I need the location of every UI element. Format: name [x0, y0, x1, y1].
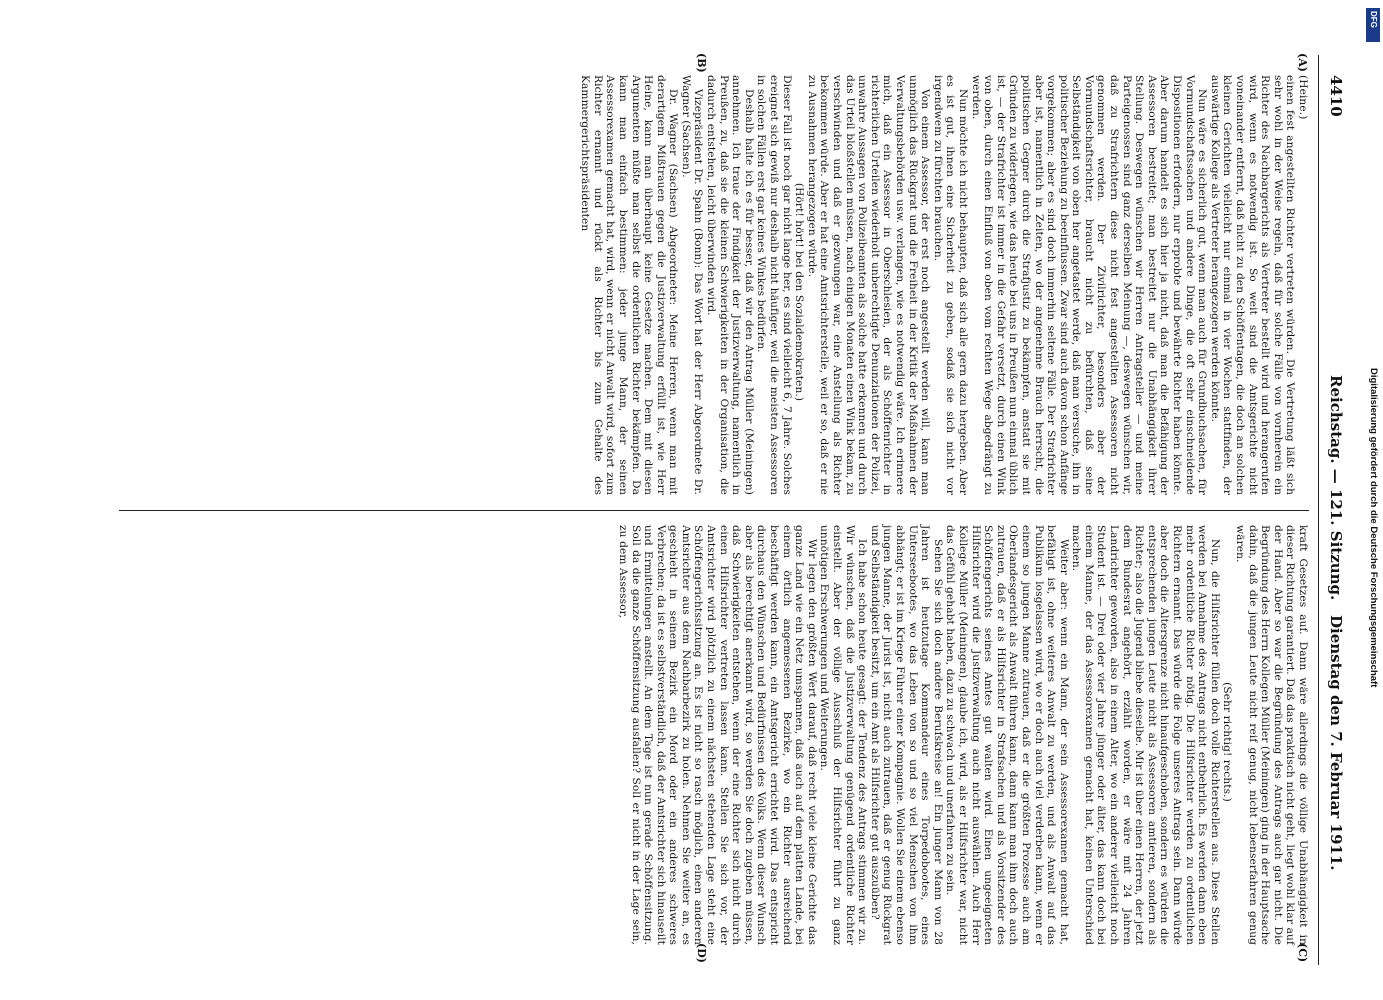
- column-divider: [119, 510, 1309, 511]
- header-rule: [1318, 55, 1319, 965]
- margin-mark-c: (C): [1296, 943, 1309, 963]
- margin-mark-a: (A): [1296, 53, 1309, 72]
- paragraph: einen fest angestellten Richter vertreten würden. Die Vertretung läßt sich sehr wohl in der Weise regeln, daß für solche Fälle von vornherein ein Richter des Nachbargerichts als Vertreter bestellt wird und herangerufen wird, wenn es notwendig ist. So weit sind die Amtsgerichte nicht voneinander entfernt, daß nicht zu den Schöffentagen, die doch an solchen kleinen Gerichten vielleicht nur einmal in vier Wochen stattfinden, der auswärtige Kollege als Vertreter herangezogen werden könnte.: [1208, 75, 1297, 495]
- paragraph: Nun wäre es sicherlich gut, wenn man auch für Grundbuchsachen, für Vormundschaftssachen und andere Dinge, die oft sehr einschneidende Dispositionen erfordern, nur erprobte und bewährte Richter haben könnte. Aber darum handelt es sich hier ja nicht, daß man die Befähigung der Assessoren bestreitet; man bestreitet nur die Unabhängigkeit ihrer Stellung. Deswegen wünschen wir Herren Antragsteller — und meine Parteigenossen sind ganz derselben Meinung —, deswegen wünschen wir, daß zu Strafrichtern diese nicht fest angestellten Assessoren nicht genommen werden. Der Zivilrichter, besonders aber der Vormundschaftsrichter, braucht nicht zu befürchten, daß seine Selbständigkeit von oben her angetastet werde, daß man versuche, ihn in politischer Beziehung zu beeinflussen. Zwar sind auch davon schon Anfänge vorgekommen; aber es sind doch immerhin seltene Fälle. Der Strafrichter aber ist, namentlich in Zeiten, wo der angenehme Brauch herrscht, die politischen Gegner durch die Strafjustiz zu bekämpfen, anstatt sie mit Gründen zu widerlegen, wie das heute bei uns in Preußen nun einmal üblich ist, — der Strafrichter ist immer in die Gefahr versetzt, durch einen Wink von oben, durch einen Einfluß von oben vom rechten Wege abgedrängt zu werden.: [969, 75, 1209, 495]
- page-header: [1319, 55, 1353, 965]
- paragraph: Nun möchte ich nicht behaupten, daß sich alle gern dazu hergeben. Aber es ist gut, ihnen eine Sicherheit zu geben, sodaß sie sich nicht vor irgendwem zu fürchten brauchen.: [931, 75, 969, 495]
- rotated-page-content: [83, 55, 1353, 965]
- paragraph: Sehen Sie sich doch andere Berufskreise an! Ein junger Mann von 28 Jahren ist heutzutage Kommandeur eines Torpedobootes, eines Unterseebootes, wo das Leben von so und so viel Menschen von ihm abhängt; er ist im Kriege Führer einer Kompagnie. Wollen Sie einem ebenso jungen Manne, der Jurist ist, nicht auch zutrauen, daß er genug Rückgrat und Selbständigkeit besitzt, um ein Amt als Hilfsrichter gut auszuüben?: [868, 525, 944, 945]
- session-date: Dienstag den 7. Februar 1911.: [1327, 615, 1345, 871]
- digitization-credit: Digitalisierung gefördert durch die Deutsche Forschungsgemeinschaft: [1368, 368, 1379, 688]
- speaker-tag: (Heine.): [1297, 75, 1309, 120]
- speaker-announcement: Vizepräsident Dr. Spahn (Bonn): Das Wort hat der Herr Abgeordnete Dr. Wagner (Sachsen).: [679, 75, 705, 495]
- text-column-right: [616, 525, 1309, 945]
- text-column-left: [579, 75, 1309, 495]
- paragraph: Ich habe schon heute gesagt: der Tendenz des Antrags stimmen wir zu. Wir wünschen, daß die Justizverwaltung genügend ordentliche Richter einstellt. Aber der völlige Ausschluß der Hilfsrichter führt zu ganz unnötigen Erschwerungen und Weiterungen.: [818, 525, 869, 945]
- speech-opening: Dr. Wagner (Sachsen) Abgeordneter: Meine Herren, wenn man mit derartigem Mißtrauen gegen die Justizverwaltung erfüllt ist, wie Herr Heine, kann man überhaupt keine Gesetze machen. Dem mit diesen Argumenten müßte man selbst die ordentlichen Richter bekämpfen. Da kann man einfach bestimmen: jeder junge Mann, der seinen Assessorexamen gemacht hat, wird, wenn er nicht Anwalt wird, sofort zum Richter ernannt und rückt als Richter bis zum Gehalte des Kammergerichtspräsidenten: [579, 75, 680, 495]
- margin-mark-b: (B): [695, 53, 708, 73]
- page-number: 4410: [1327, 75, 1345, 117]
- session-title: Reichstag. — 121. Sitzung.: [1327, 375, 1345, 601]
- interjection: (Sehr richtig! rechts.): [1221, 682, 1234, 802]
- paragraph: Weiter aber: wenn ein Mann, der sein Assessorexamen gemacht hat, befähigt ist, ohne weiteres Anwalt zu werden, und als Anwalt auf das Publikum losgelassen wird, wo er doch auch viel verderben kann, wenn er einem so jungen Manne zutrauen, daß er die größten Prozesse auch am Oberlandesgericht als Anwalt führen kann, dann kann man ihm doch auch zutrauen, daß er als Hilfsrichter in Strafsachen und als Vorsitzender des Schöffengerichts seines Amtes gut walten wird. Einen ungeeigneten Hilfsrichter wird die Justizverwaltung auch nicht auswählen. Auch Herr Kollege Müller (Meiningen), glaube ich, wird, als er Hilfsrichter war, nicht das Gefühl gehabt haben, dazu zu schwach und unerfahren zu sein.: [944, 525, 1070, 945]
- paragraph: Wir legen den größten Wert darauf, daß recht viele kleine Gerichte das ganze Land wie ein Netz umspannen, daß auch auf dem platten Lande, bei einem örtlich angemessenen Bezirke, wo ein Richter ausreichend beschäftigt werden kann, ein Amtsgericht errichtet wird. Das entspricht durchaus den Wünschen und Bedürfnissen des Volks. Wenn dieser Wunsch aber als berechtigt anerkannt wird, so werden Sie doch zugeben müssen, daß Schwierigkeiten entstehen, wenn der eine Richter sich nicht durch einen Hilfsrichter vertreten lassen kann. Stellen Sie sich vor, der Amtsrichter wird plötzlich zu einem nächsten stehenden Lage steht eine Schöffengerichtssitzung an. Es ist nicht so rasch möglich, einen anderen Amtsrichter aus dem Nachbarbezirk zu holen. Nehmen Sie weiter an, es geschieht in seinem Bezirk ein Mord oder ein anderes schweres Verbrechen; da ist es selbstverständlich, daß der Amtsrichter sich hinauseilt und Ermittelungen anstellt. An dem Tage ist nun gerade Schöffensitzung. Soll da die ganze Schöffensitzung ausfallen? Soll er nicht in der Lage sein, zu dem Assessor,: [616, 525, 818, 945]
- paragraph: Dieser Fall ist noch gar nicht lange her, es sind vielleicht 6, 7 Jahre. Solches ereignet sich gewiß nur deshalb nicht häufiger, weil die meisten Assessoren in solchen Fällen erst gar keines Winkes bedürfen.: [755, 75, 793, 495]
- margin-mark-d: (D): [695, 943, 708, 963]
- paragraph: Deshalb halte ich es für besser, daß wir den Antrag Müller (Meiningen) annehmen. Ich traue der Findigkeit der Justizverwaltung, namentlich in Preußen, zu, daß sie die kleinen Schwierigkeiten in der Organisation, die dadurch entstehen, leicht überwinden wird.: [705, 75, 755, 495]
- dfg-logo: DFG: [1366, 8, 1380, 42]
- paragraph: Von einem Assessor, der erst noch angestellt werden will, kann man unmöglich das Rückgrat und die Freiheit in der Kritik der Maßnahmen der Verwaltungsbehörden usw. verlangen, wie es notwendig wäre. Ich erinnere mich, daß ein Assessor in Oberschlesien, der als Schöffenrichter in richterlichen Urteilen wiederholt unberechtigte Denunziationen der Polizei, unwahre Aussagen von Polizeibeamten als solche hatte erkennen und durch das Urteil bloßstellen müssen, nach einigen Monaten einen Wink bekam, zu verschwinden und daß er gezwungen war, eine Anstellung als Richter bekommen würde. Aber er hat eine Amtsrichterstelle, weil er so, daß er nie zu Ausnahmen herangezogen würde.: [805, 75, 932, 495]
- paragraph: kraft Gesetzes auf. Dann wäre allerdings die völlige Unabhängigkeit in dieser Richtung garantiert. Daß das praktisch nicht geht, liegt wohl klar auf der Hand. Aber so war die Begründung des Antrags auch gar nicht. Die Begründung des Herrn Kollegen Müller (Meiningen) ging in der Hauptsache dahin, daß die jungen Leute nicht reif genug, nicht lebenserfahren genug wären.: [1234, 525, 1309, 945]
- paragraph: Nun, die Hilfsrichter füllen doch volle Richterstellen aus. Diese Stellen werden bei Annahme des Antrags nicht entbehrlich. Es werden dann eben mehr ordentliche Richter nötig. Die Hilfsrichter werden zu ordentlichen Richtern ernannt. Das würde die Folge unseres Antrags sein. Dann würde aber doch die Altersgrenze nicht hinaufgeschoben, sondern es würden die entsprechenden jungen Leute nicht als Assessoren amtieren, sondern als Richter; also die Jugend bliebe dieselbe. Mir ist über einen Herren, der jetzt dem Bundesrat angehört, erzählt worden, er wäre mit 24 Jahren Landrichter geworden, also in einem Alter, wo ein anderer vielleicht noch Student ist. — Drei oder vier Jahre jünger oder älter, das kann doch bei einem Manne, der das Assessorexamen gemacht hat, keinen Unterschied machen.: [1070, 525, 1221, 945]
- interjection: (Hört! hört! bei den Sozialdemokraten.): [793, 182, 806, 402]
